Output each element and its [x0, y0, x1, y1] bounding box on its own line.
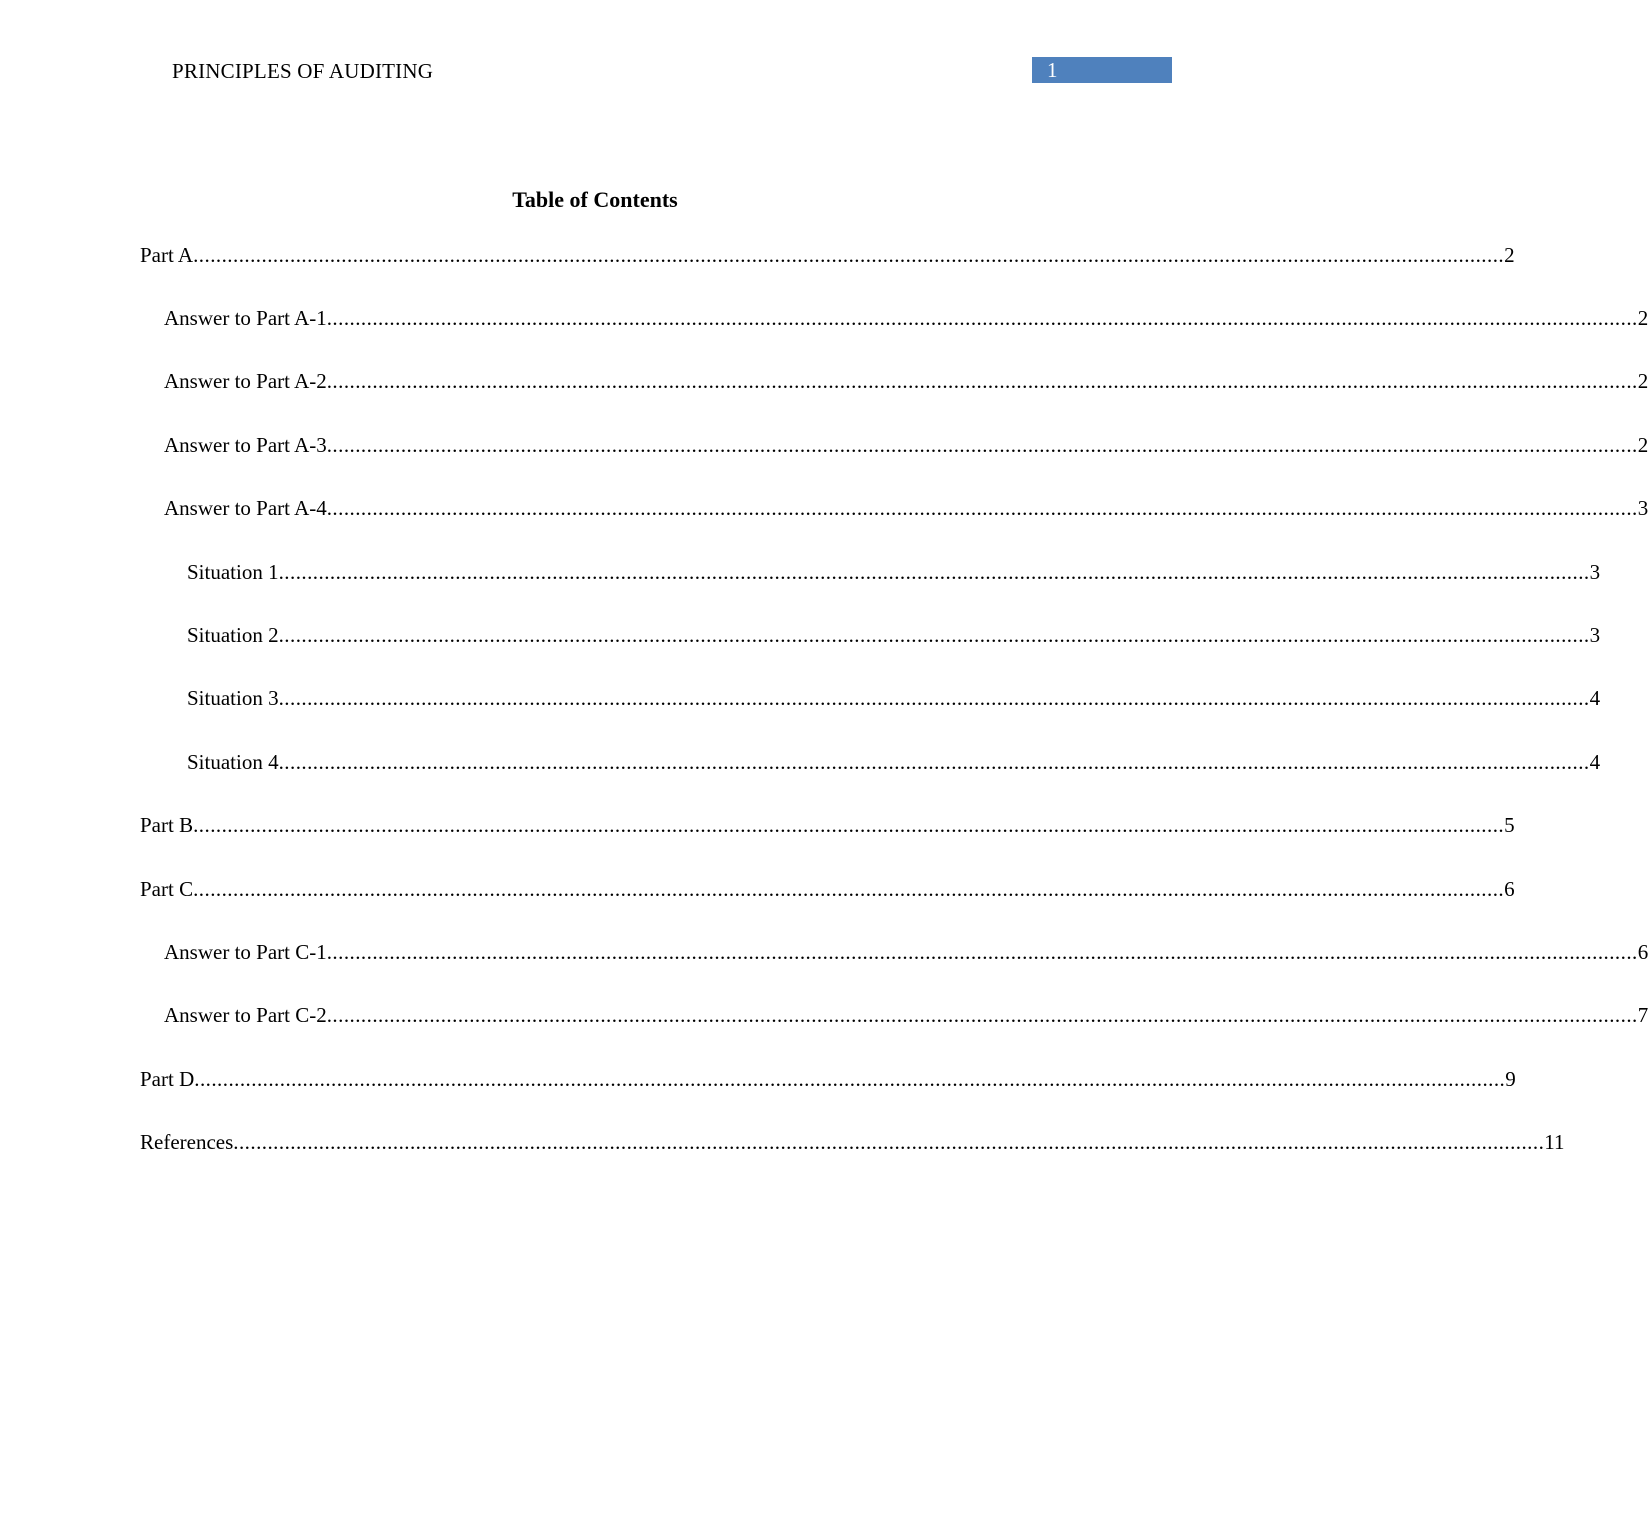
toc-entry-label: Answer to Part A-2 — [164, 369, 327, 393]
toc-entry-answer-c-1[interactable] — [164, 938, 1648, 966]
toc-entry-part-c[interactable] — [140, 875, 1515, 903]
toc-entry-page: 6 — [1504, 877, 1515, 901]
toc-dot-leader: ...................................................................................................................................................................................................................................... — [193, 813, 1505, 837]
toc-entry-label: Situation 1 — [187, 560, 279, 584]
toc-entry-page: 5 — [1504, 813, 1515, 837]
toc-title: Table of Contents — [512, 187, 678, 212]
toc-entry-references[interactable] — [140, 1128, 1565, 1156]
toc-entry-label: Part C — [140, 877, 194, 901]
toc-entry-label: Part A — [140, 243, 194, 267]
toc-dot-leader: ...................................................................................................................................................................................................................................... — [278, 686, 1590, 710]
toc-entry-label: Answer to Part C-2 — [164, 1003, 327, 1027]
toc-entry-page: 9 — [1505, 1067, 1516, 1091]
toc-entry-answer-a-4[interactable] — [164, 494, 1648, 522]
toc-entry-page: 2 — [1637, 433, 1648, 457]
toc-entry-label: Answer to Part A-3 — [164, 433, 327, 457]
toc-dot-leader: ...................................................................................................................................................................................................................................... — [233, 1130, 1545, 1154]
toc-entry-label: References — [140, 1130, 234, 1154]
toc-entry-page: 6 — [1637, 940, 1648, 964]
toc-entry-label: Answer to Part A-1 — [164, 306, 327, 330]
toc-entry-page: 11 — [1544, 1130, 1565, 1154]
toc-dot-leader: ...................................................................................................................................................................................................................................... — [278, 560, 1590, 584]
toc-entry-situation-3[interactable] — [187, 684, 1601, 712]
toc-entry-label: Answer to Part C-1 — [164, 940, 327, 964]
toc-dot-leader: ...................................................................................................................................................................................................................................... — [278, 750, 1590, 774]
toc-entry-situation-2[interactable] — [187, 621, 1601, 649]
toc-entry-part-a[interactable] — [140, 241, 1515, 269]
toc-entry-answer-c-2[interactable] — [164, 1001, 1648, 1029]
toc-entry-answer-a-1[interactable] — [164, 304, 1648, 332]
toc-dot-leader: ...................................................................................................................................................................................................................................... — [326, 1003, 1638, 1027]
toc-entry-label: Situation 2 — [187, 623, 279, 647]
toc-entry-label: Answer to Part A-4 — [164, 496, 327, 520]
toc-entry-part-b[interactable] — [140, 811, 1515, 839]
toc-entry-page: 4 — [1589, 686, 1601, 710]
toc-dot-leader: ...................................................................................................................................................................................................................................... — [326, 433, 1638, 457]
toc-entry-page: 3 — [1637, 496, 1648, 520]
toc-entry-page: 2 — [1637, 306, 1648, 330]
toc-entry-answer-a-3[interactable] — [164, 431, 1648, 459]
toc-entry-situation-4[interactable] — [187, 748, 1601, 776]
page-number: 1 — [1047, 58, 1058, 82]
toc-entry-label: Part D — [140, 1067, 195, 1091]
toc-dot-leader: ...................................................................................................................................................................................................................................... — [193, 243, 1505, 267]
toc-dot-leader: ...................................................................................................................................................................................................................................... — [326, 940, 1638, 964]
toc-entry-page: 3 — [1589, 560, 1601, 584]
toc-dot-leader: ...................................................................................................................................................................................................................................... — [326, 369, 1638, 393]
toc-entry-label: Part B — [140, 813, 194, 837]
toc-entry-situation-1[interactable] — [187, 558, 1601, 586]
toc-dot-leader: ...................................................................................................................................................................................................................................... — [278, 623, 1590, 647]
toc-entry-answer-a-2[interactable] — [164, 367, 1648, 395]
toc-dot-leader: ...................................................................................................................................................................................................................................... — [326, 306, 1638, 330]
toc-dot-leader: ...................................................................................................................................................................................................................................... — [193, 877, 1505, 901]
toc-entry-label: Situation 3 — [187, 686, 279, 710]
toc-entry-page: 4 — [1589, 750, 1601, 774]
toc-entry-page: 7 — [1637, 1003, 1648, 1027]
toc-entry-page: 3 — [1589, 623, 1601, 647]
toc-entry-page: 2 — [1637, 369, 1648, 393]
toc-dot-leader: ...................................................................................................................................................................................................................................... — [194, 1067, 1506, 1091]
toc-entry-page: 2 — [1504, 243, 1515, 267]
toc-dot-leader: ...................................................................................................................................................................................................................................... — [326, 496, 1638, 520]
toc-entry-label: Situation 4 — [187, 750, 279, 774]
running-head-title: PRINCIPLES OF AUDITING — [172, 59, 434, 83]
toc-entry-part-d[interactable] — [140, 1065, 1516, 1093]
